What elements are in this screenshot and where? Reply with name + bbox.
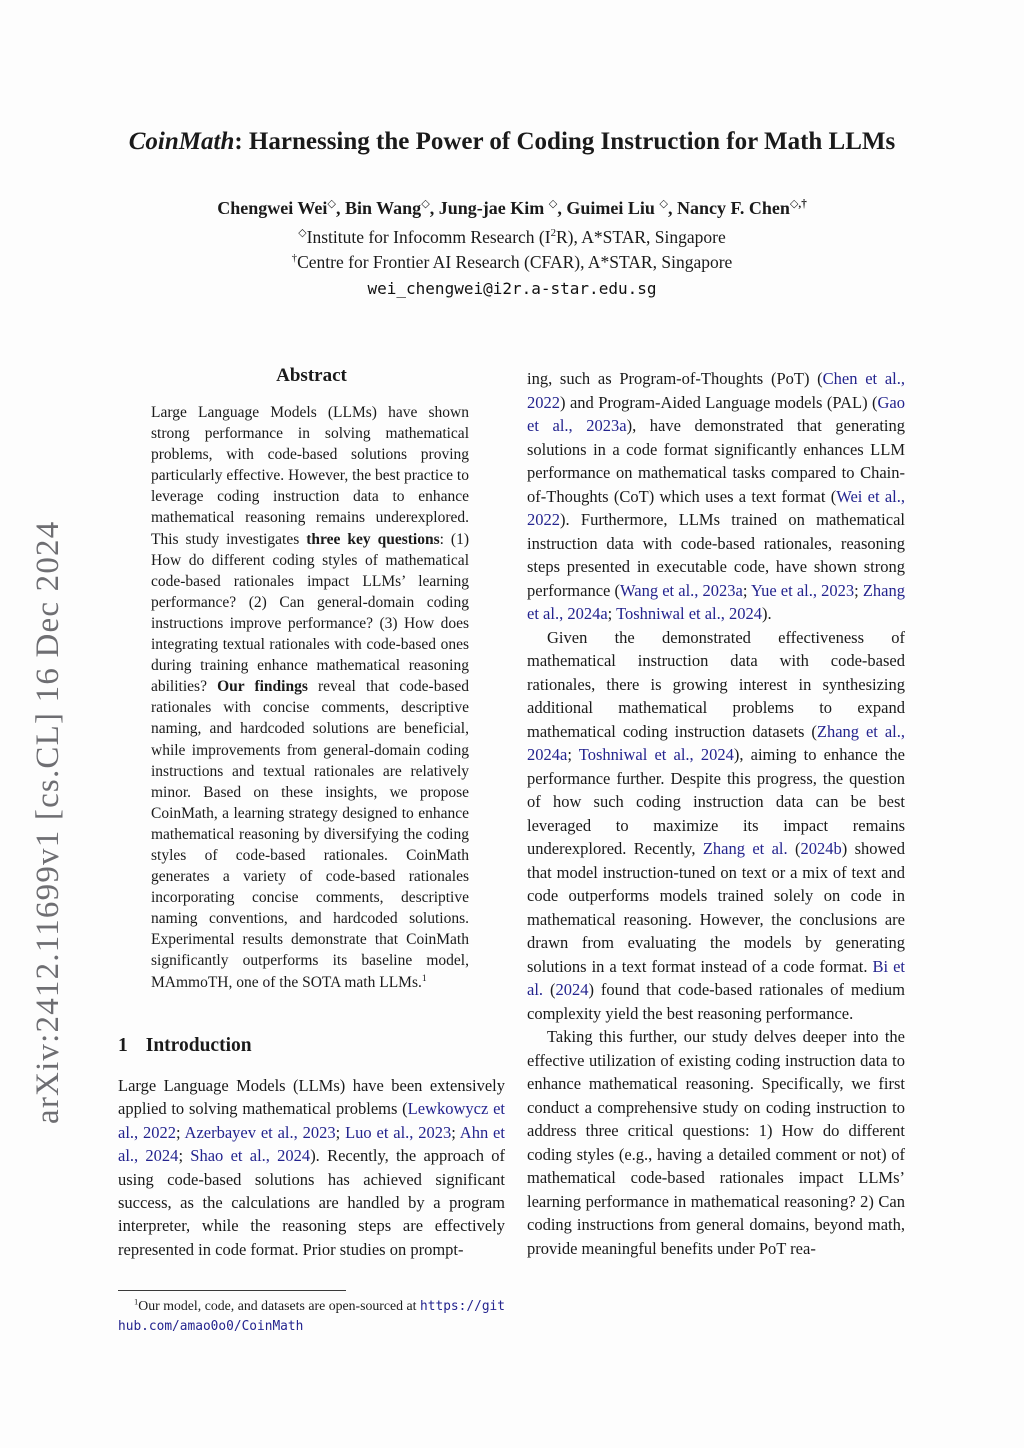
text-segment: ing, such as Program-of-Thoughts (PoT) ( bbox=[527, 369, 823, 388]
citation-link[interactable]: Zhang et al., 2024a bbox=[527, 580, 905, 623]
text-segment: Our findings bbox=[217, 678, 308, 696]
citation-link[interactable]: Zhang et al., 2024a bbox=[527, 721, 905, 764]
citation-link[interactable]: https://github.com/amao0o0/CoinMath bbox=[118, 1299, 505, 1334]
text-segment: 2 bbox=[550, 227, 556, 240]
affiliation-1 bbox=[0, 227, 1024, 248]
footnote-rule bbox=[118, 1290, 346, 1291]
text-segment: ) showed that model instruction-tuned on text or a mix of text and code outperforms models trained solely on code in mathematical reasoning. However, the conclusions are drawn from evaluating the models by generating solutions in a text format instead of a code format. bbox=[527, 839, 906, 976]
section-number: 1 bbox=[118, 1035, 128, 1056]
text-segment: Given the demonstrated effectiveness of mathematical instruction data with code-based rationales, there is growing interest in synthesizing additional mathematical problems to expand mathematical coding instruction datasets ( bbox=[527, 627, 905, 741]
arxiv-watermark: arXiv:2412.11699v1 [cs.CL] 16 Dec 2024 bbox=[30, 520, 66, 1124]
text-segment: ( bbox=[787, 839, 801, 858]
text-segment: ; bbox=[176, 1122, 185, 1142]
text-segment: Institute for Infocomm Research (I bbox=[306, 227, 551, 247]
abstract-text bbox=[151, 402, 469, 993]
text-segment: ). Furthermore, LLMs trained on mathematical instruction data with code-based rationales, reasoning steps presented in executable code, have shown strong performance ( bbox=[527, 510, 905, 600]
text-segment: 1 bbox=[134, 1296, 139, 1307]
citation-link[interactable]: Zhang et al. bbox=[702, 839, 788, 858]
text-segment: : (1) How do different coding styles of mathematical code-based rationales impact LLMs’ learning performance? (2) Can general-domain coding instructions improve performance? (3) How does integrating textual rationales with code-based ones during training enhance mathematical reasoning abilities? bbox=[151, 530, 469, 696]
section-title: Introduction bbox=[145, 1035, 252, 1056]
text-segment: ◇ bbox=[421, 198, 430, 210]
citation-link[interactable]: Wang et al., 2023a bbox=[620, 580, 743, 600]
citation-link[interactable]: Bi et al. bbox=[527, 956, 905, 999]
text-segment: ). bbox=[762, 604, 772, 623]
text-segment: ; bbox=[178, 1146, 191, 1166]
text-segment: † bbox=[291, 252, 298, 265]
text-segment: ; bbox=[335, 1122, 346, 1142]
text-segment: ◇ bbox=[659, 198, 668, 210]
text-segment: Large Language Models (LLMs) have been extensively applied to solving mathematical problems ( bbox=[118, 1076, 505, 1119]
text-segment: R), A*STAR, Singapore bbox=[556, 227, 726, 247]
text-segment: ) found that code-based rationales of medium complexity yield the best reasoning performance. bbox=[527, 980, 905, 1023]
text-segment: three key questions bbox=[306, 530, 440, 548]
text-segment: ◇ bbox=[298, 227, 307, 240]
text-segment: ), have demonstrated that generating solutions in a code format significantly enhances LLM performance on mathematical tasks compared to Chain-of-Thoughts (CoT) which uses a text format ( bbox=[527, 416, 906, 506]
citation-link[interactable]: Yue et al., 2023 bbox=[750, 580, 855, 600]
footnote-1 bbox=[118, 1290, 505, 1336]
text-segment: Centre for Frontier AI Research (CFAR), A*STAR, Singapore bbox=[297, 252, 733, 272]
text-segment: : Harnessing the Power of Coding Instruction for Math LLMs bbox=[234, 128, 896, 155]
citation-link[interactable]: 2024b bbox=[800, 839, 842, 858]
text-segment: ; bbox=[854, 580, 863, 600]
text-segment: ; bbox=[567, 745, 579, 764]
citation-link[interactable]: Azerbayev et al., 2023 bbox=[184, 1122, 336, 1142]
affiliation-2 bbox=[0, 252, 1024, 273]
citation-link[interactable]: 2024 bbox=[555, 980, 589, 999]
citation-link[interactable]: Gao et al., 2023a bbox=[527, 392, 905, 435]
text-segment: ). Recently, the approach of using code-based solutions has achieved significant success, as the calculations are handled by a program interpreter, while the reasoning steps are effectively represented in code format. Prior studies on prompt- bbox=[118, 1146, 505, 1259]
intro-paragraph-1 bbox=[118, 1074, 505, 1261]
text-segment: CoinMath bbox=[128, 128, 235, 155]
citation-link[interactable]: Wei et al., 2022 bbox=[527, 486, 905, 529]
text-segment: Chengwei Wei bbox=[217, 198, 328, 218]
citation-link[interactable]: Luo et al., 2023 bbox=[345, 1122, 452, 1142]
text-segment: , Jung-jae Kim bbox=[429, 198, 549, 218]
citation-link[interactable]: Lewkowycz et al., 2022 bbox=[118, 1099, 505, 1142]
contact-email: wei_chengwei@i2r.a-star.edu.sg bbox=[367, 279, 657, 298]
text-segment: , Guimei Liu bbox=[557, 198, 660, 218]
text-segment: reveal that code-based rationales with concise comments, descriptive naming, and hardcoded solutions are beneficial, while improvements from general-domain coding instructions and textual rationales are relatively minor. Based on these insights, we propose CoinMath, a learning strategy designed to enhance mathematical reasoning by diversifying the coding styles of code-based rationales. CoinMath generates a variety of code-based rationales incorporating concise comments, descriptive naming conventions, and hardcoded solutions. Experimental results demonstrate that CoinMath significantly outperforms its baseline model, MAmmoTH, one of the SOTA math LLMs. bbox=[151, 678, 470, 991]
text-segment: ◇ bbox=[327, 198, 336, 210]
citation-link[interactable]: Toshniwal et al., 2024 bbox=[616, 604, 763, 623]
text-segment: ), aiming to enhance the performance further. Despite this progress, the question of how such coding instruction data can be best leveraged to maximize its impact remains underexplored. Recently, bbox=[527, 745, 905, 858]
right-paragraph-2 bbox=[527, 626, 905, 1026]
abstract-heading: Abstract bbox=[276, 365, 347, 386]
text-segment: ; bbox=[451, 1122, 460, 1142]
citation-link[interactable]: Ahn et al., 2024 bbox=[118, 1122, 505, 1166]
text-segment: ◇,† bbox=[789, 198, 807, 210]
citation-link[interactable]: Shao et al., 2024 bbox=[190, 1146, 311, 1166]
author-list bbox=[0, 198, 1024, 219]
text-segment: ◇ bbox=[548, 198, 558, 210]
text-segment: , Bin Wang bbox=[335, 198, 422, 218]
text-segment: ; bbox=[607, 604, 617, 623]
right-paragraph-3 bbox=[527, 1025, 905, 1260]
text-segment: Our model, code, and datasets are open-sourced at bbox=[138, 1298, 421, 1313]
citation-link[interactable]: Toshniwal et al., 2024 bbox=[578, 745, 734, 764]
text-segment: ( bbox=[543, 980, 556, 999]
right-column bbox=[527, 367, 905, 1260]
text-segment: Taking this further, our study delves deeper into the effective utilization of existing coding instruction data to enhance mathematical reasoning. Specifically, we first conduct a comprehensive study on coding instruction to address three critical questions: 1) How do different coding styles (e.g., having a detailed comment or not) of mathematical code-based rationales impact LLMs’ learning performance in mathematical reasoning? 2) Can coding instructions from general domains, beyond math, provide meaningful benefits under PoT rea- bbox=[527, 1027, 905, 1258]
text-segment: ) and Program-Aided Language models (PAL) ( bbox=[560, 392, 878, 412]
section-heading-introduction bbox=[118, 1035, 252, 1057]
citation-link[interactable]: Chen et al., 2022 bbox=[527, 369, 905, 412]
paper-title bbox=[0, 128, 1024, 156]
text-segment: , Nancy F. Chen bbox=[667, 198, 790, 218]
text-segment: ; bbox=[742, 580, 751, 600]
text-segment: Large Language Models (LLMs) have shown strong performance in solving mathematical problems, with code-based solutions proving particularly effective. However, the best practice to leverage coding instruction data to enhance mathematical reasoning remains underexplored. This study investigates bbox=[151, 404, 469, 548]
right-paragraph-1 bbox=[527, 367, 905, 626]
footnote-text bbox=[118, 1296, 505, 1336]
text-segment: 1 bbox=[421, 972, 427, 984]
